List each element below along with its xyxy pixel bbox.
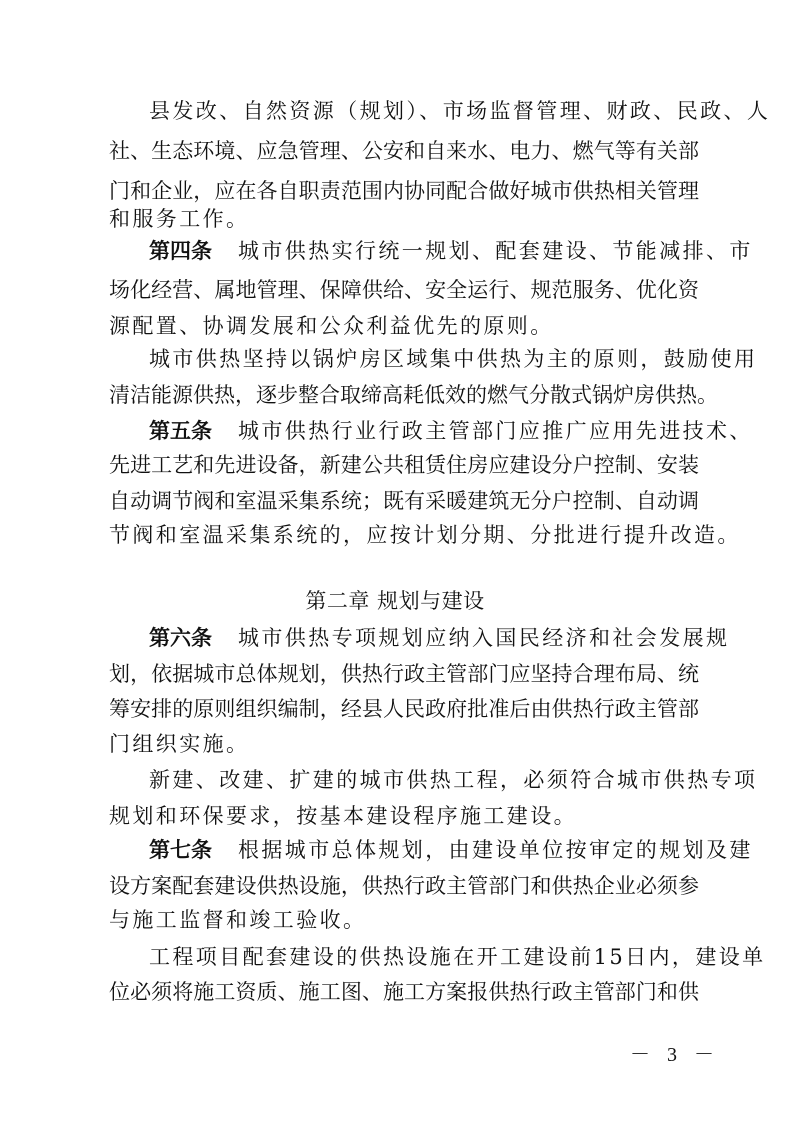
article-5-line: [149, 416, 753, 446]
article-label: 第六条: [149, 626, 212, 650]
paragraph-line: 先进工艺和先进设备，新建公共租赁住房应建设分户控制、安装: [109, 453, 699, 477]
paragraph-line: 社、生态环境、应急管理、公安和自来水、电力、燃气等有关部: [109, 139, 699, 163]
paragraph-line: 划，依据城市总体规划，供热行政主管部门应坚持合理布局、统: [109, 662, 699, 686]
paragraph-line: 城市供热坚持以锅炉房区域集中供热为主的原则，鼓励使用: [149, 347, 758, 371]
paragraph-line: 门和企业，应在各自职责范围内协同配合做好城市供热相关管理: [109, 179, 699, 203]
paragraph-line: 和服务工作。: [109, 207, 250, 231]
paragraph-line: 源配置、协调发展和公众利益优先的原则。: [109, 314, 554, 338]
page-number: － 3 －: [630, 1044, 720, 1066]
paragraph-line: 节阀和室温采集系统的，应按计划分期、分批进行提升改造。: [109, 523, 741, 547]
paragraph-line: 场化经营、属地管理、保障供给、安全运行、规范服务、优化资: [109, 278, 699, 302]
paragraph-line: 筹安排的原则组织编制，经县人民政府批准后由供热行政主管部: [109, 697, 699, 721]
article-label: 第五条: [149, 419, 212, 443]
paragraph-line: 清洁能源供热，逐步整合取缔高耗低效的燃气分散式锅炉房供热。: [109, 383, 718, 407]
paragraph-line: 规划和环保要求，按基本建设程序施工建设。: [109, 804, 577, 828]
chapter-heading: 第二章 规划与建设: [305, 589, 485, 613]
article-text: 城市供热行业行政主管部门应推广应用先进技术、: [238, 419, 753, 443]
paragraph-line: 与施工监督和竣工验收。: [109, 908, 367, 932]
article-label: 第七条: [149, 838, 212, 862]
article-6-line: [149, 623, 730, 653]
article-text: 城市供热实行统一规划、配套建设、节能减排、市: [238, 239, 753, 263]
article-text: 城市供热专项规划应纳入国民经济和社会发展规: [238, 626, 730, 650]
article-text: 根据城市总体规划，由建设单位按审定的规划及建: [238, 838, 753, 862]
paragraph-line: 位必须将施工资质、施工图、施工方案报供热行政主管部门和供: [109, 980, 699, 1004]
paragraph-line: 新建、改建、扩建的城市供热工程，必须符合城市供热专项: [149, 768, 758, 792]
article-label: 第四条: [149, 239, 212, 263]
article-4-line: [149, 236, 753, 266]
paragraph-line: 门组织实施。: [109, 732, 250, 756]
paragraph-line: 自动调节阀和室温采集系统；既有采暖建筑无分户控制、自动调: [109, 489, 699, 513]
paragraph-line: 设方案配套建设供热设施，供热行政主管部门和供热企业必须参: [109, 874, 699, 898]
paragraph-line: 工程项目配套建设的供热设施在开工建设前15日内，建设单: [149, 945, 766, 969]
article-7-line: [149, 835, 753, 865]
paragraph-line: 县发改、自然资源（规划）、市场监督管理、财政、民政、人: [149, 99, 771, 123]
